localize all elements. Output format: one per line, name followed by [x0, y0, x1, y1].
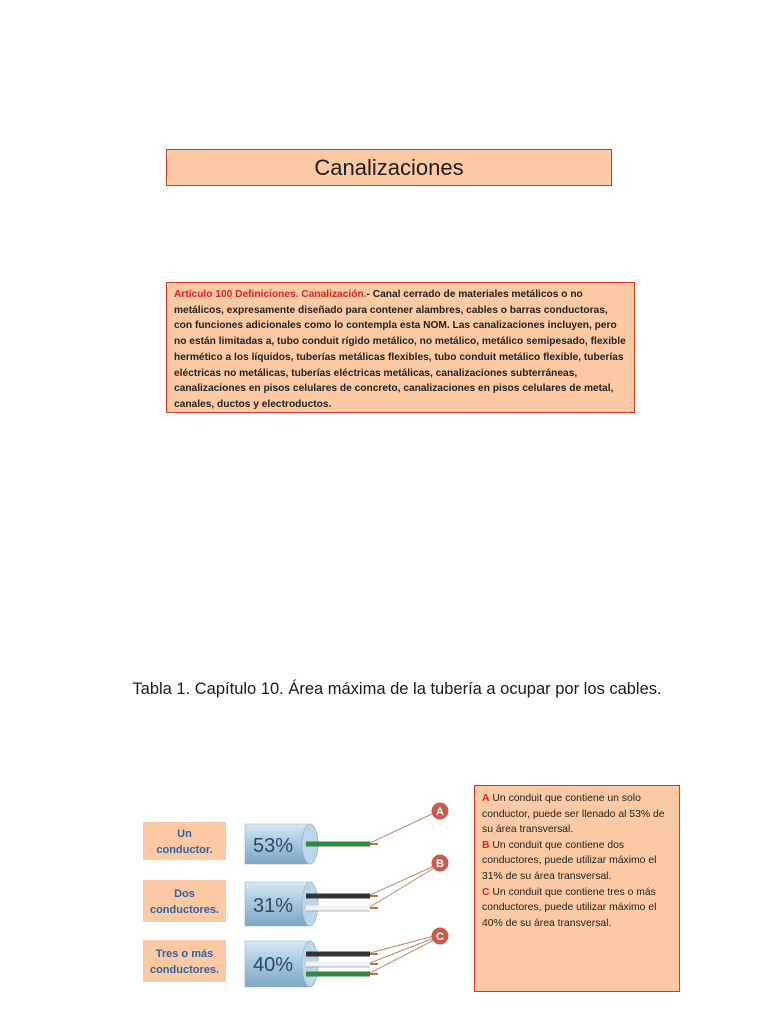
conduit-row-b	[143, 855, 449, 927]
leader-a	[370, 813, 434, 843]
definition-text: - Canal cerrado de materiales metálicos o no metálicos, expresamente diseñado para contener alambres, cables o barras conductoras, con funciones adicionales como lo contempla esta NOM. Las canalizaciones incluyen, pero no están limitadas a, tubo conduit rígido metálico, no metálico, metálico semipesado, flexible hermético a los líquidos, tuberías metálicas flexibles, tubo conduit metálico flexible, tuberías eléctricas no metálicas, tuberías eléctricas metálicas, canalizaciones subterráneas, canalizaciones en pisos celulares de concreto, canalizaciones en pisos celulares de metal, canales, ductos y electroductos.	[174, 289, 626, 410]
label-c-line1: Tres o más	[155, 948, 214, 960]
definition-heading: Artículo 100 Definiciones. Canalización.	[174, 289, 367, 300]
note-a-text: Un conduit que contiene un solo conductor, puede ser llenado al 53% de su área transversal.	[482, 793, 665, 836]
conduit-row-c	[143, 928, 449, 988]
marker-a: A	[436, 806, 444, 818]
table-caption: Tabla 1. Capítulo 10. Área máxima de la tubería a ocupar por los cables.	[132, 680, 662, 698]
note-b-text: Un conduit que contiene dos conductores, puede utilizar máximo el 31% de su área transversal.	[482, 839, 657, 882]
label-a-line1: Un	[177, 828, 192, 840]
percent-a: 53%	[252, 835, 294, 857]
percent-b: 31%	[252, 895, 294, 917]
note-c-text: Un conduit que contiene tres o más conductores, puede utilizar máximo el 40% de su área transversal.	[482, 886, 657, 929]
conduit-b-end	[302, 882, 318, 926]
note-b-letter: B	[482, 839, 490, 851]
page-title: Canalizaciones	[166, 149, 612, 186]
label-b-line1: Dos	[174, 888, 195, 900]
note-c	[482, 885, 672, 932]
percent-c: 40%	[252, 954, 294, 976]
conduit-fill-figure	[138, 790, 468, 990]
definition-box	[166, 282, 635, 413]
note-c-letter: C	[482, 886, 490, 898]
note-a-letter: A	[482, 793, 490, 804]
note-b	[482, 838, 672, 885]
label-a-line2: conductor.	[156, 844, 213, 856]
conduit-row-a	[143, 803, 449, 865]
leader-b2	[370, 868, 434, 907]
label-b-line2: conductores.	[149, 904, 220, 916]
note-a	[482, 791, 672, 838]
marker-b: B	[436, 858, 444, 870]
label-c-line2: conductores.	[149, 964, 220, 976]
leader-b1	[370, 866, 434, 895]
notes-box	[474, 785, 680, 992]
marker-c: C	[436, 931, 444, 943]
